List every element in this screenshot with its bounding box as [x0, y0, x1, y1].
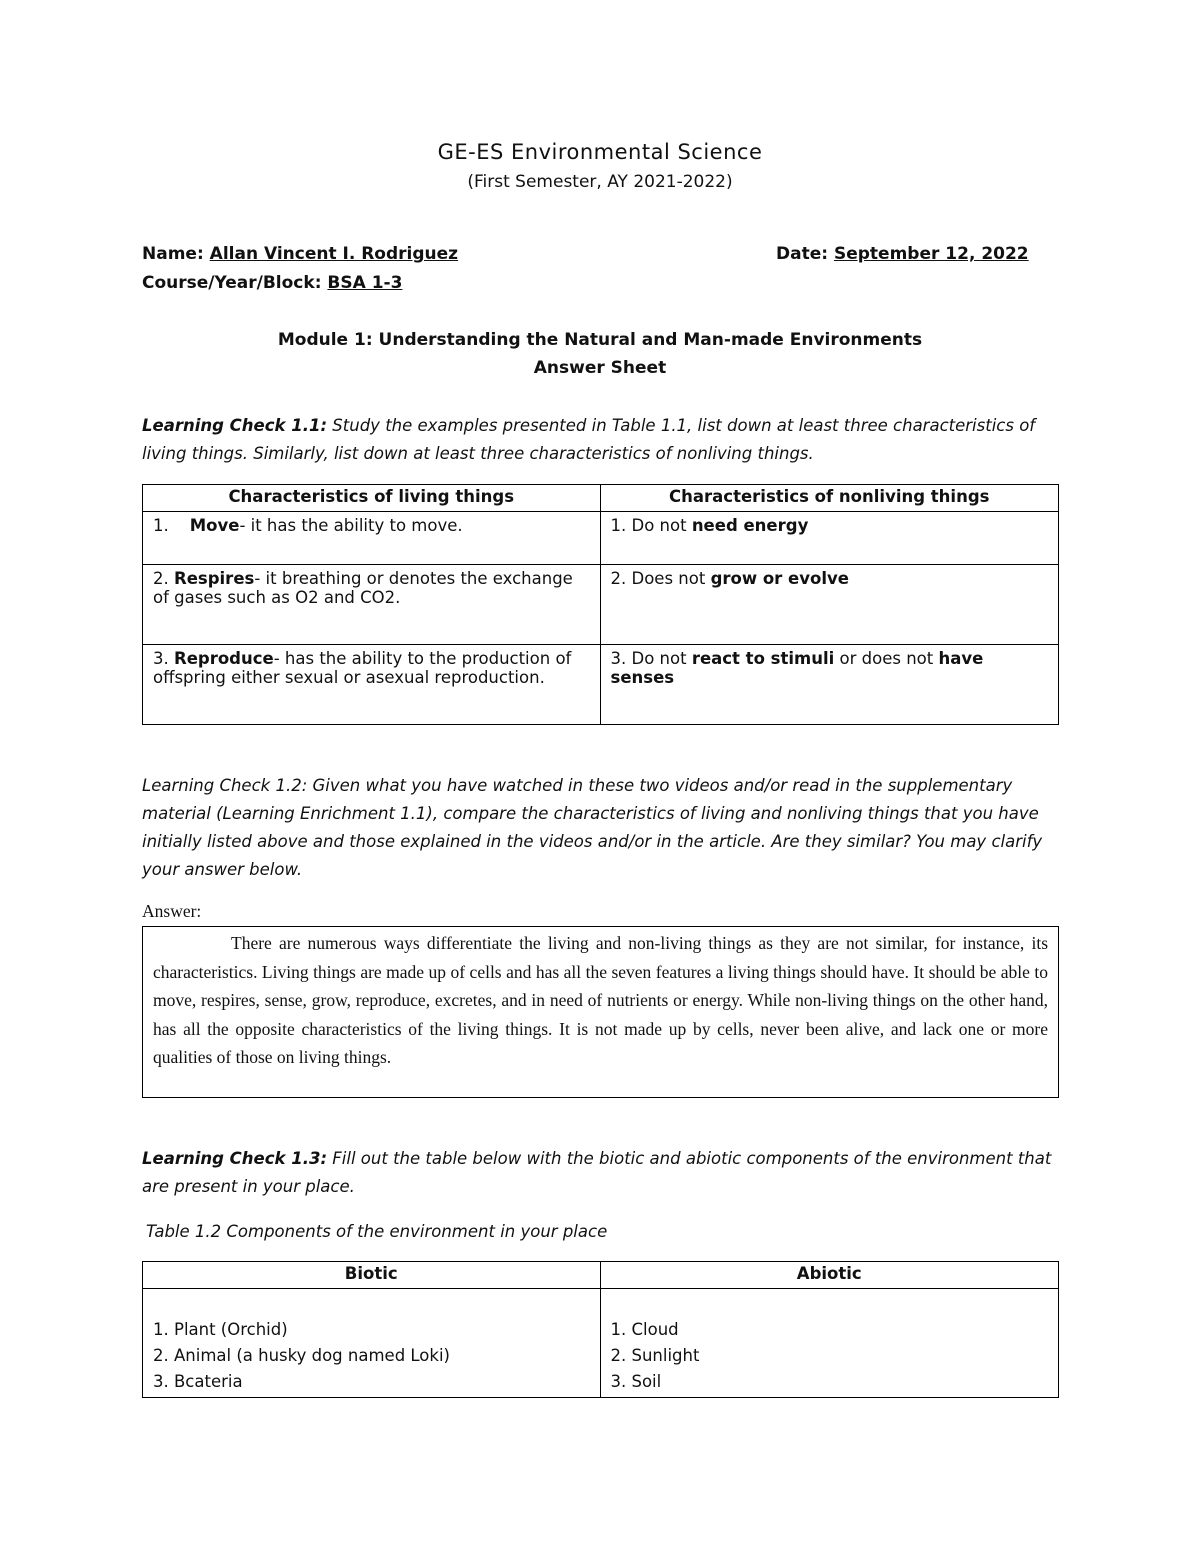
nonliving-header: Characteristics of nonliving things [600, 485, 1059, 512]
name-value: Allan Vincent I. Rodriguez [209, 244, 459, 264]
module-title: Module 1: Understanding the Natural and Man-made Environments [277, 330, 923, 350]
table-caption: Table 1.2 Components of the environment in your place [146, 1222, 608, 1241]
living-term: Reproduce [174, 649, 274, 668]
nonliving-term: react to stimuli [691, 649, 835, 668]
date-value: September 12, 2022 [833, 244, 1029, 264]
table-row [143, 512, 1059, 565]
nonliving-cell [600, 512, 1059, 565]
list-item: 2. Sunlight [610, 1346, 700, 1365]
nonliving-term: need energy [691, 516, 809, 535]
date-label: Date: [776, 244, 829, 264]
living-term: Move [189, 516, 240, 535]
name-label: Name: [142, 244, 204, 264]
list-item: 3. Bcateria [153, 1372, 243, 1391]
nonliving-term: grow or evolve [710, 569, 849, 588]
learning-check-1-1-label: Learning Check 1.1: [142, 416, 328, 435]
abiotic-list [600, 1289, 1059, 1398]
learning-check-1-3 [142, 1145, 1062, 1201]
list-item: 1. Cloud [610, 1320, 679, 1339]
learning-check-1-3-label: Learning Check 1.3: [142, 1149, 328, 1168]
nonliving-text: 3. Do not [610, 649, 692, 668]
nonliving-text: or does not [834, 649, 939, 668]
learning-check-1-1-instruction: Study the examples presented in Table 1.1, list down at least three characteristics of living things. Similarly, list down at least three characteristics of nonliving things. [142, 416, 1036, 463]
module-subtitle: Answer Sheet [533, 358, 667, 378]
living-desc: - has the ability to the production of offspring either sexual or asexual reproduction. [153, 649, 572, 687]
nonliving-term: have senses [610, 649, 984, 687]
abiotic-header: Abiotic [600, 1262, 1059, 1289]
table-row [143, 1289, 1059, 1398]
course-label: Course/Year/Block: [142, 273, 322, 293]
living-cell [143, 512, 601, 565]
answer-box [142, 926, 1059, 1098]
characteristics-table [142, 484, 1059, 725]
nonliving-text: 2. Does not [610, 569, 711, 588]
answer-label: Answer: [142, 901, 202, 921]
learning-check-1-3-instruction: Fill out the table below with the biotic and abiotic components of the environment that are present in your place. [142, 1149, 1052, 1196]
course-title: GE-ES Environmental Science [437, 140, 763, 164]
nonliving-text: 1. Do not [610, 516, 692, 535]
answer-text: There are numerous ways differentiate the living and non-living things as they are not similar, for instance, its characteristics. Living things are made up of cells and has all the seven features a living things should have. It should be able to move, respires, sense, grow, reproduce, excretes, and in need of nutrients or energy. While non-living things on the other hand, has all the opposite characteristics of the living things. It is not made up by cells, never been alive, and lack one or more qualities of those on living things. [153, 933, 1048, 1067]
item-number: 3. [153, 649, 174, 668]
learning-check-1-1 [142, 412, 1062, 468]
course-row [142, 273, 402, 293]
living-cell [143, 565, 601, 645]
table-row [143, 565, 1059, 645]
nonliving-cell [600, 645, 1059, 725]
name-row [142, 244, 458, 264]
living-term: Respires [174, 569, 255, 588]
table-row [143, 645, 1059, 725]
list-item: 3. Soil [610, 1372, 662, 1391]
list-item: 2. Animal (a husky dog named Loki) [153, 1346, 450, 1365]
semester-line: (First Semester, AY 2021-2022) [467, 172, 733, 192]
living-desc: - it has the ability to move. [239, 516, 463, 535]
list-item: 1. Plant (Orchid) [153, 1320, 288, 1339]
living-cell [143, 645, 601, 725]
item-number: 2. [153, 569, 174, 588]
item-number: 1. [153, 516, 169, 535]
living-desc: - it breathing or denotes the exchange of gases such as O2 and CO2. [153, 569, 573, 607]
learning-check-1-2: Learning Check 1.2: Given what you have watched in these two videos and/or read in the supplementary material (Learning Enrichment 1.1), compare the characteristics of living and nonliving things that you have initially listed above and those explained in the videos and/or in the article. Are they similar? You may clarify your answer below. [142, 776, 1043, 879]
course-value: BSA 1-3 [327, 273, 403, 293]
living-header: Characteristics of living things [143, 485, 601, 512]
date-row [776, 244, 1029, 264]
biotic-header: Biotic [143, 1262, 601, 1289]
components-table [142, 1261, 1059, 1398]
biotic-list [143, 1289, 601, 1398]
nonliving-cell [600, 565, 1059, 645]
